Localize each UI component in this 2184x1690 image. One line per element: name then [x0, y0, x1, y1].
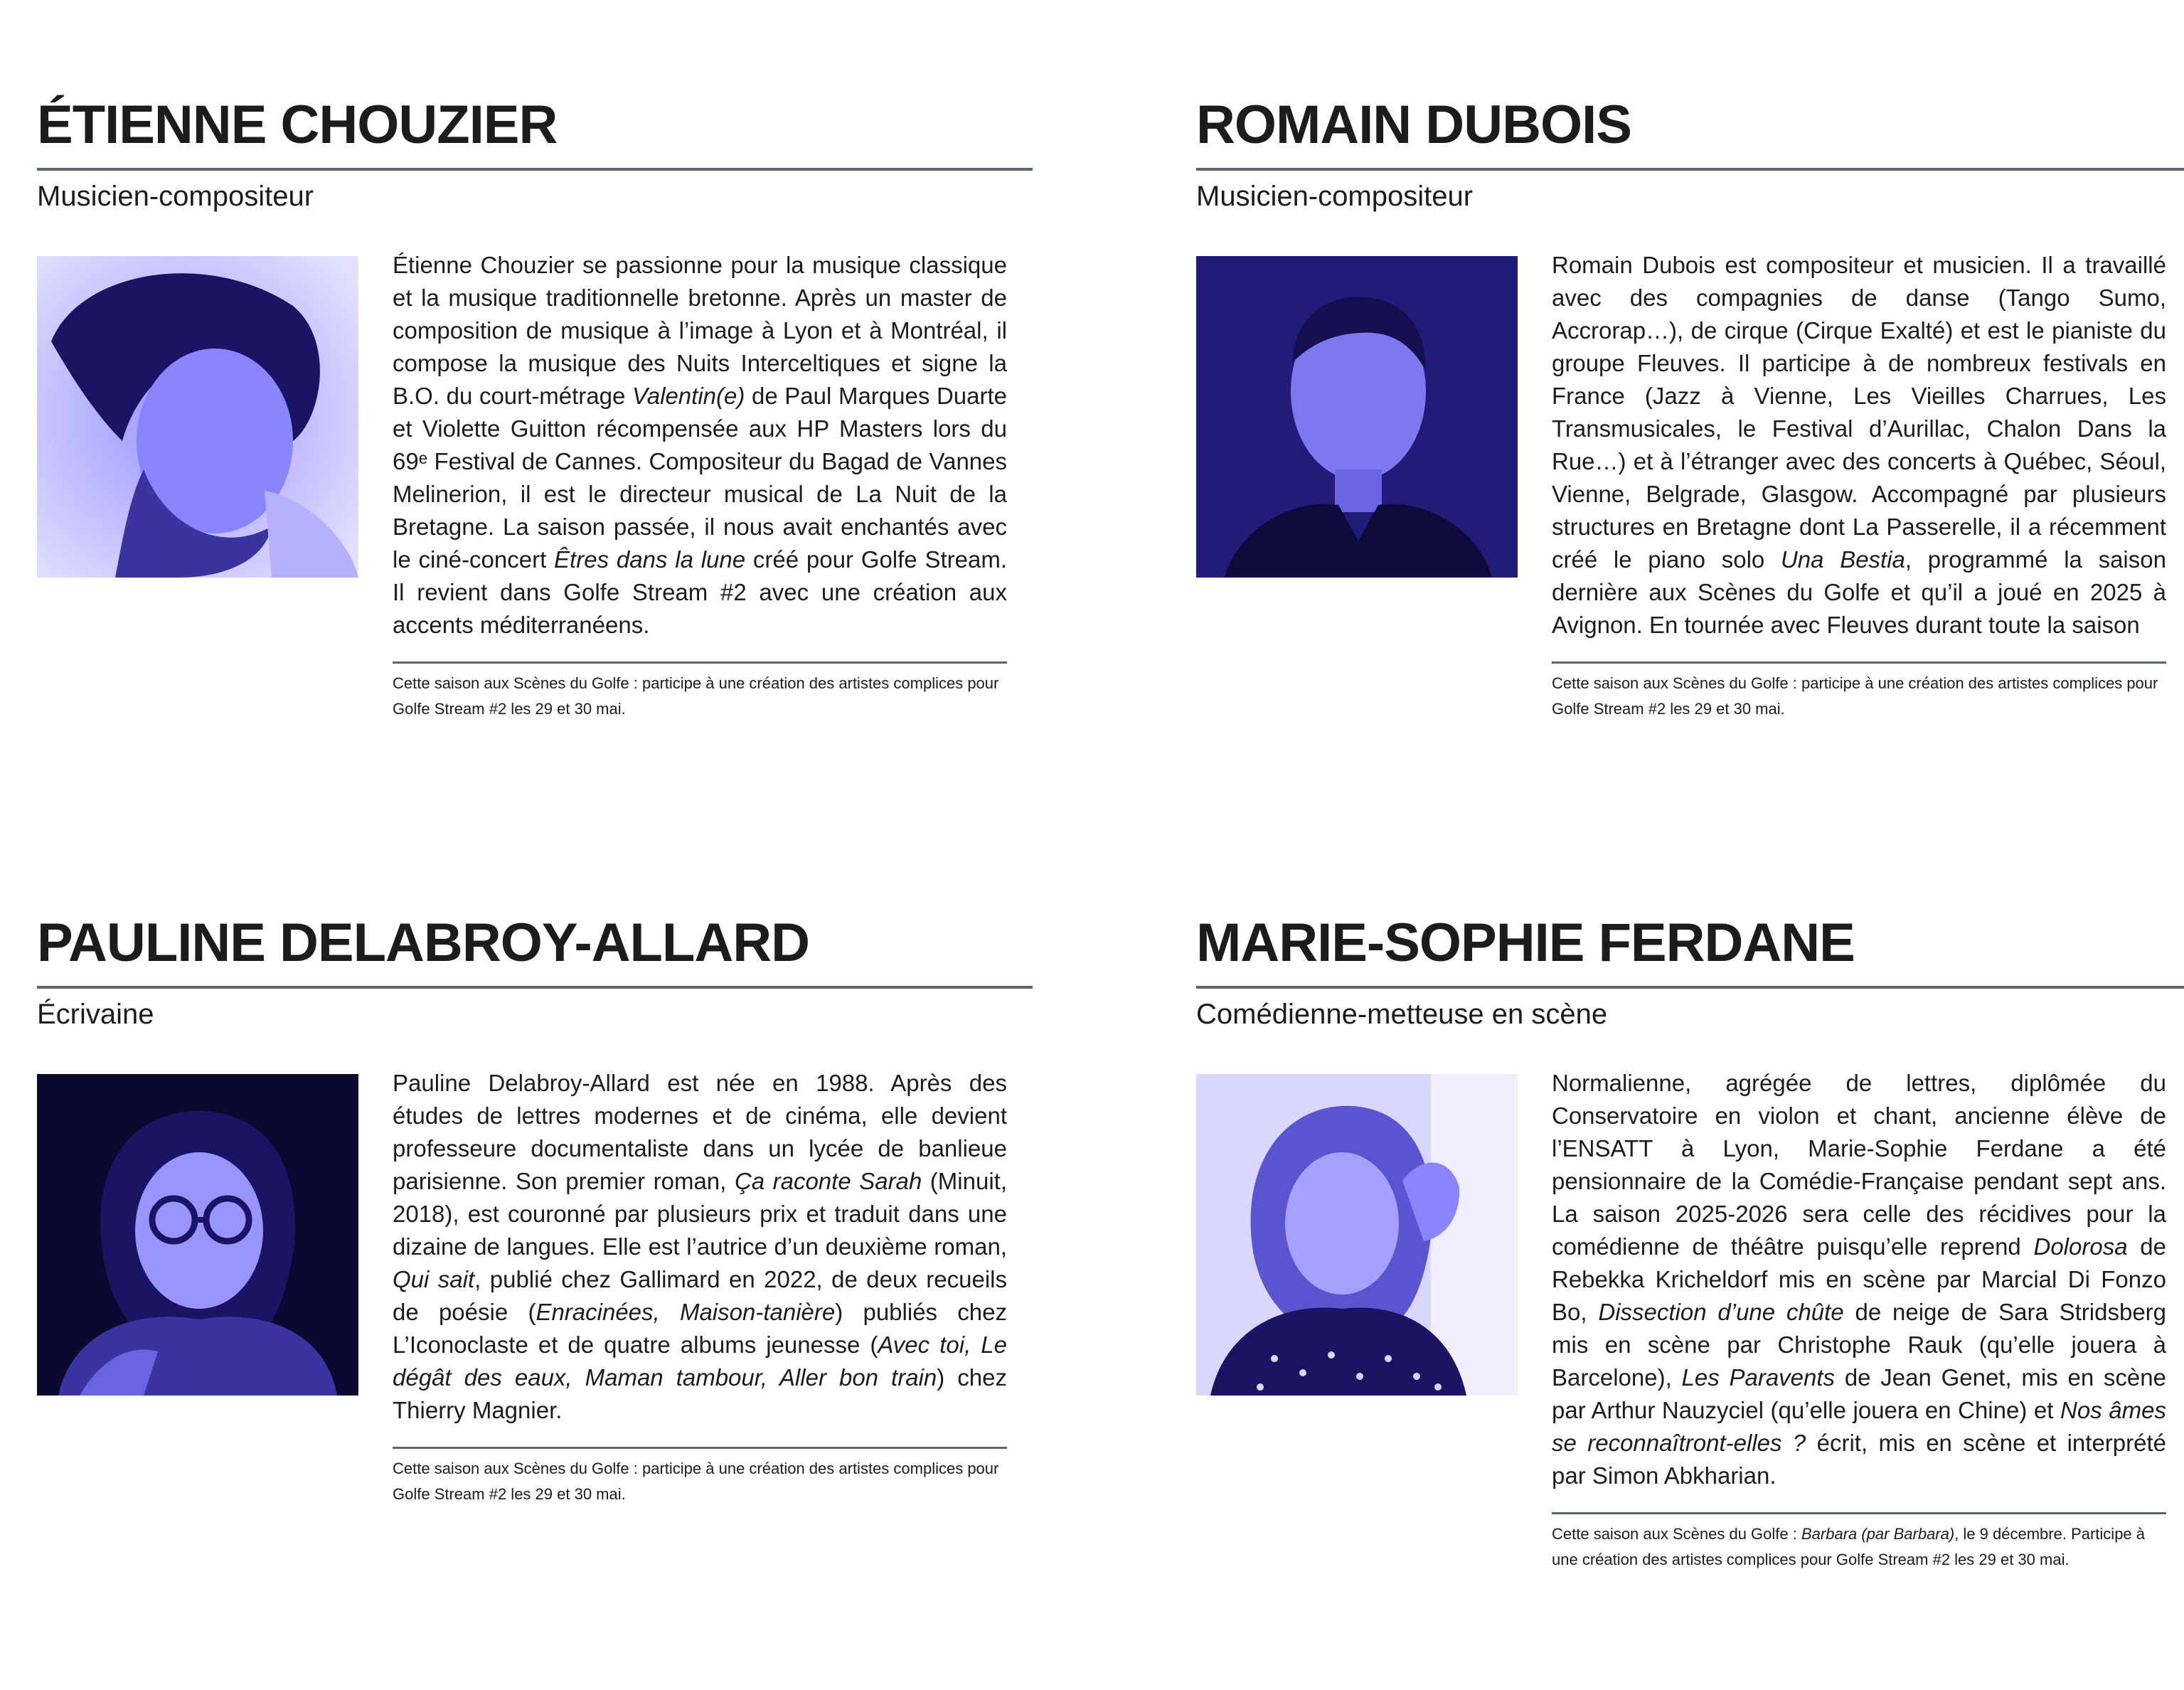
- title-divider: [37, 168, 1033, 171]
- artist-card-dubois: [1196, 94, 2184, 872]
- artist-portrait-photo: [37, 1074, 358, 1396]
- artist-bio: Pauline Delabroy-Allard est née en 1988. Après des études de lettres modernes et de cinéma, elle devient professeure documentaliste dans un lycée de banlieue parisienne. Son premier roman, Ça raconte Sarah (Minuit, 2018), est couronné par plusieurs prix et traduit dans une dizaine de langues. Elle est l’autrice d’un deuxième roman, Qui sait, publié chez Gallimard en 2022, de deux recueils de poésie (Enracinées, Maison-tanière) publiés chez L’Iconoclaste et de quatre albums jeunesse (Avec toi, Le dégât des eaux, Maman tambour, Aller bon train) chez Thierry Magnier.: [393, 1070, 1007, 1423]
- title-divider: [1196, 986, 2184, 989]
- artist-name: ÉTIENNE CHOUZIER: [37, 95, 558, 155]
- artist-card-chouzier: [37, 94, 1033, 872]
- artist-portrait-photo: [1196, 256, 1518, 578]
- artist-card-ferdane: [1196, 912, 2184, 1690]
- season-note: Cette saison aux Scènes du Golfe : participe à une création des artistes complices pour Golfe Stream #2 les 29 et 30 mai.: [393, 1460, 999, 1503]
- artist-portrait-photo: [37, 256, 358, 578]
- artist-name: PAULINE DELABROY-ALLARD: [37, 913, 810, 973]
- note-divider: [1552, 661, 2166, 664]
- artist-portrait-photo: [1196, 1074, 1518, 1396]
- artist-role: Comédienne-metteuse en scène: [1196, 999, 1608, 1030]
- artist-name: MARIE-SOPHIE FERDANE: [1196, 913, 1855, 973]
- artist-bio: Normalienne, agrégée de lettres, diplômée du Conservatoire en violon et chant, ancienne élève de l’ENSATT à Lyon, Marie-Sophie Ferdane a été pensionnaire de la Comédie-Française pendant sept ans. La saison 2025-2026 sera celle des récidives pour la comédienne de théâtre puisqu’elle reprend Dolorosa de Rebekka Kricheldorf mis en scène par Marcial Di Fonzo Bo, Dissection d’une chûte de neige de Sara Stridsberg mis en scène par Christophe Rauk (qu’elle jouera à Barcelone), Les Paravents de Jean Genet, mis en scène par Arthur Nauzyciel (qu’elle jouera en Chine) et Nos âmes se reconnaîtront-elles ? écrit, mis en scène et interprété par Simon Abkharian.: [1552, 1070, 2167, 1489]
- artist-bio: Romain Dubois est compositeur et musicien. Il a travaillé avec des compagnies de danse (Tango Sumo, Accrorap…), de cirque (Cirque Exalté) et est le pianiste du groupe Fleuves. Il participe à de nombreux festivals en France (Jazz à Vienne, Les Vieilles Charrues, Les Transmusicales, le Festival d’Aurillac, Chalon Dans la Rue…) et à l’étranger avec des concerts à Québec, Séoul, Vienne, Belgrade, Glasgow. Accompagné par plusieurs structures en Bretagne dont La Passerelle, il a récemment créé le piano solo Una Bestia, programmé la saison dernière aux Scènes du Golfe et qu’il a joué en 2025 à Avignon. En tournée avec Fleuves durant toute la saison: [1552, 252, 2166, 638]
- artist-bio: Étienne Chouzier se passionne pour la musique classique et la musique traditionnelle bretonne. Après un master de composition de musique à l’image à Lyon et à Montréal, il compose la musique des Nuits Interceltiques et signe la B.O. du court-métrage Valentin(e) de Paul Marques Duarte et Violette Guitton récompensée aux HP Masters lors du 69ᵉ Festival de Cannes. Compositeur du Bagad de Vannes Melinerion, il est le directeur musical de La Nuit de la Bretagne. La saison passée, il nous avait enchantés avec le ciné-concert Êtres dans la lune créé pour Golfe Stream. Il revient dans Golfe Stream #2 avec une création aux accents méditerranéens.: [393, 252, 1008, 638]
- title-divider: [1196, 168, 2184, 171]
- note-divider: [1552, 1512, 2166, 1514]
- title-divider: [37, 986, 1033, 989]
- artist-role: Écrivaine: [37, 999, 154, 1030]
- season-note: Cette saison aux Scènes du Golfe : participe à une création des artistes complices pour Golfe Stream #2 les 29 et 30 mai.: [1552, 674, 2158, 718]
- artist-role: Musicien-compositeur: [1196, 181, 1474, 212]
- note-divider: [393, 661, 1007, 664]
- season-note: Cette saison aux Scènes du Golfe : Barbara (par Barbara), le 9 décembre. Participe à une création des artistes complices pour Golfe Stream #2 les 29 et 30 mai.: [1552, 1525, 2146, 1568]
- season-note: Cette saison aux Scènes du Golfe : participe à une création des artistes complices pour Golfe Stream #2 les 29 et 30 mai.: [393, 674, 999, 718]
- note-divider: [393, 1447, 1007, 1449]
- artist-name: ROMAIN DUBOIS: [1196, 95, 1631, 155]
- artist-card-delabroy-allard: [37, 912, 1033, 1690]
- artist-role: Musicien-compositeur: [37, 181, 314, 212]
